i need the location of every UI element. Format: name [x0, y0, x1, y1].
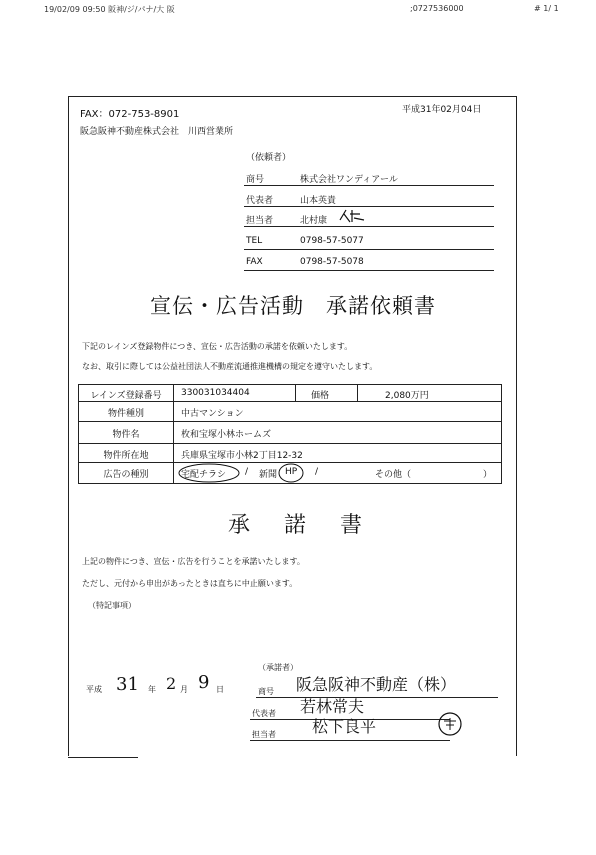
- requester-label-staff: 担当者: [246, 216, 274, 226]
- table-divider: [357, 385, 358, 401]
- property-table: [78, 384, 502, 484]
- ad-option-hp: HP: [285, 467, 298, 477]
- requester-heading: （依頼者）: [246, 153, 292, 163]
- consenter-label-rep: 代表者: [252, 709, 276, 718]
- reins-number-value: 330031034404: [181, 388, 250, 398]
- ad-type-label: 広告の種別: [103, 470, 149, 480]
- property-address-value: 兵庫県宝塚市小林2丁目12-32: [181, 451, 303, 461]
- special-notes-label: （特記事項）: [88, 601, 136, 610]
- document-date: 平成31年02月04日: [402, 105, 482, 115]
- consenter-underline: [256, 697, 498, 698]
- table-row: [79, 443, 501, 461]
- property-type-value: 中古マンション: [181, 409, 244, 419]
- consenter-label-company: 商号: [258, 687, 274, 696]
- property-address-label: 物件所在地: [103, 451, 149, 461]
- hp-circle-mark: [277, 462, 307, 484]
- consenter-value-rep: 若林常夫: [300, 697, 365, 716]
- requester-value-company: 株式会社ワンディアール: [300, 175, 398, 185]
- sign-day: 9: [198, 672, 210, 693]
- sign-year: 31: [116, 674, 139, 695]
- document-title: 宣伝・広告活動 承諾依頼書: [150, 294, 436, 318]
- ad-option-other: その他（: [375, 470, 412, 480]
- staff-signature-mark: [336, 206, 370, 226]
- fax-header-number: ;0727536000: [410, 4, 464, 13]
- price-label: 価格: [311, 391, 330, 401]
- table-divider: [295, 385, 296, 401]
- property-name-label: 物件名: [112, 430, 140, 440]
- ad-option-newspaper: 新聞: [259, 470, 278, 480]
- frame-right-line: [516, 96, 517, 756]
- requester-value-rep: 山本英貴: [300, 196, 337, 206]
- consenter-label-staff: 担当者: [252, 730, 276, 739]
- requester-label-company: 商号: [246, 175, 265, 185]
- ad-option-other-close: ）: [483, 470, 493, 480]
- sign-year-unit: 年: [148, 685, 156, 694]
- recipient-name: 阪急阪神不動産株式会社 川西営業所: [80, 127, 234, 137]
- requester-value-tel: 0798-57-5077: [300, 236, 364, 246]
- consenter-heading: （承諾者）: [258, 663, 298, 672]
- ad-option-separator: /: [245, 467, 249, 477]
- sign-month-unit: 月: [180, 685, 188, 694]
- personal-seal-stamp: [436, 710, 464, 738]
- reins-number-label: レインズ登録番号: [90, 391, 162, 401]
- frame-top-line: [68, 96, 516, 97]
- table-divider: [173, 385, 174, 483]
- ad-option-separator: /: [315, 467, 319, 477]
- consenter-value-company: 阪急阪神不動産（株）: [296, 675, 457, 694]
- consent-line-1: 上記の物件につき、宣伝・広告を行うことを承諾いたします。: [82, 557, 305, 566]
- requester-underline: [244, 226, 494, 227]
- fax-header-page: # 1/ 1: [534, 4, 559, 13]
- fax-number: FAX：072-753-8901: [80, 109, 180, 120]
- table-row: [79, 421, 501, 440]
- requester-underline: [244, 249, 494, 250]
- requester-value-fax: 0798-57-5078: [300, 257, 364, 267]
- consenter-underline: [250, 740, 450, 741]
- body-line-2: なお、取引に際しては公益社団法人不動産流通推進機構の規定を遵守いたします。: [82, 362, 378, 371]
- sign-month: 2: [166, 674, 177, 693]
- requester-label-fax: FAX: [246, 257, 263, 267]
- consenter-value-staff: 松下良平: [312, 717, 377, 736]
- ad-option-flyer: 宅配チラシ: [181, 470, 227, 480]
- table-row: [79, 462, 501, 480]
- sign-era: 平成: [86, 685, 102, 694]
- flyer-circle-mark: [175, 462, 245, 484]
- requester-underline: [244, 185, 494, 186]
- frame-bottom-line: [68, 757, 138, 758]
- consent-title: 承諾書: [228, 513, 397, 538]
- property-name-value: 枚和宝塚小林ホームズ: [181, 430, 272, 440]
- requester-label-tel: TEL: [246, 236, 263, 246]
- requester-value-staff: 北村康: [300, 216, 337, 226]
- requester-underline: [244, 270, 494, 271]
- consent-line-2: ただし、元付から申出があったときは直ちに中止願います。: [82, 579, 298, 588]
- frame-left-line: [68, 96, 69, 756]
- table-row: [79, 401, 501, 419]
- requester-label-rep: 代表者: [246, 196, 274, 206]
- price-value: 2,080万円: [385, 391, 429, 401]
- property-type-label: 物件種別: [107, 409, 144, 419]
- fax-header-left: 19/02/09 09:50 阪神/ジ/パナ/大 阪: [44, 5, 175, 14]
- sign-day-unit: 日: [216, 685, 224, 694]
- body-line-1: 下記のレインズ登録物件につき、宣伝・広告活動の承諾を依頼いたします。: [82, 342, 353, 351]
